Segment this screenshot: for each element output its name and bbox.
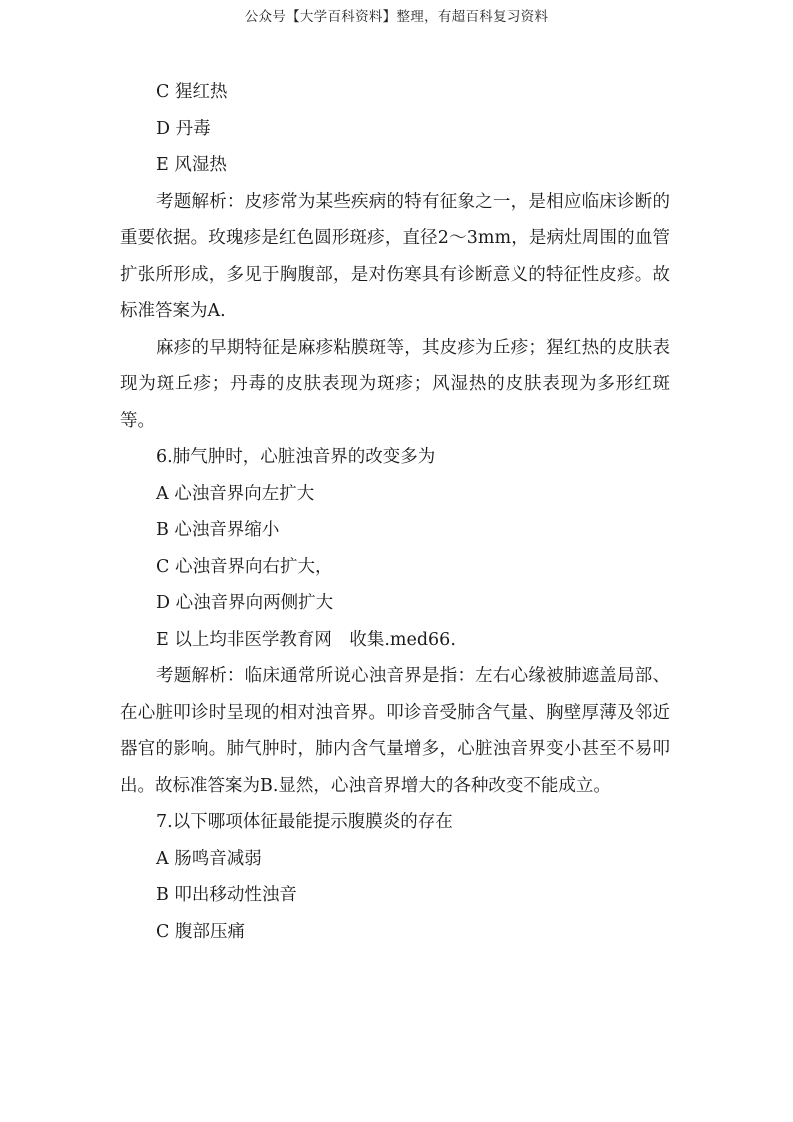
q5-option-d: D 丹毒 [156, 118, 211, 139]
document-body [120, 74, 670, 950]
q6-question: 6.肺气肿时，心脏浊音界的改变多为 [156, 447, 436, 467]
page-header: 公众号【大学百科资料】整理，有超百科复习资料 [244, 9, 549, 25]
q6-option-d: D 心浊音界向两侧扩大 [156, 593, 334, 613]
q6-analysis-paragraph: 考题解析：临床通常所说心浊音界是指：左右心缘被肺遮盖局部、在心脏叩诊时呈现的相对浊音界。叩诊音受肺含气量、胸壁厚薄及邻近器官的影响。肺气肿时，肺内含气量增多，心脏浊音界变小甚至不易叩出。故标准答案为B.显然，心浊音界增大的各种改变不能成立。 [120, 666, 670, 796]
q5-analysis-paragraph-2: 麻疹的早期特征是麻疹粘膜斑等，其皮疹为丘疹；猩红热的皮肤表现为斑丘疹；丹毒的皮肤表现为斑疹；风湿热的皮肤表现为多形红斑等。 [120, 337, 670, 431]
q5-option-e: E 风湿热 [156, 155, 227, 175]
q6-option-e: E 以上均非医学教育网 收集.med66. [156, 629, 456, 650]
q5-analysis-paragraph-1: 考题解析：皮疹常为某些疾病的特有征象之一，是相应临床诊断的重要依据。玫瑰疹是红色圆形斑疹，直径2～3mm，是病灶周围的血管扩张所形成，多见于胸腹部，是对伤寒具有诊断意义的特征性皮疹。故标准答案为A. [120, 191, 670, 321]
q7-option-b: B 叩出移动性浊音 [156, 885, 297, 905]
q7-option-c: C 腹部压痛 [156, 921, 245, 942]
q7-question: 7.以下哪项体征最能提示腹膜炎的存在 [156, 812, 453, 832]
q6-option-b: B 心浊音界缩小 [156, 520, 280, 540]
q6-option-a: A 心浊音界向左扩大 [156, 483, 315, 504]
q5-option-c: C 猩红热 [156, 82, 228, 102]
q6-option-c: C 心浊音界向右扩大， [156, 556, 333, 577]
q7-option-a: A 肠鸣音减弱 [156, 848, 262, 869]
